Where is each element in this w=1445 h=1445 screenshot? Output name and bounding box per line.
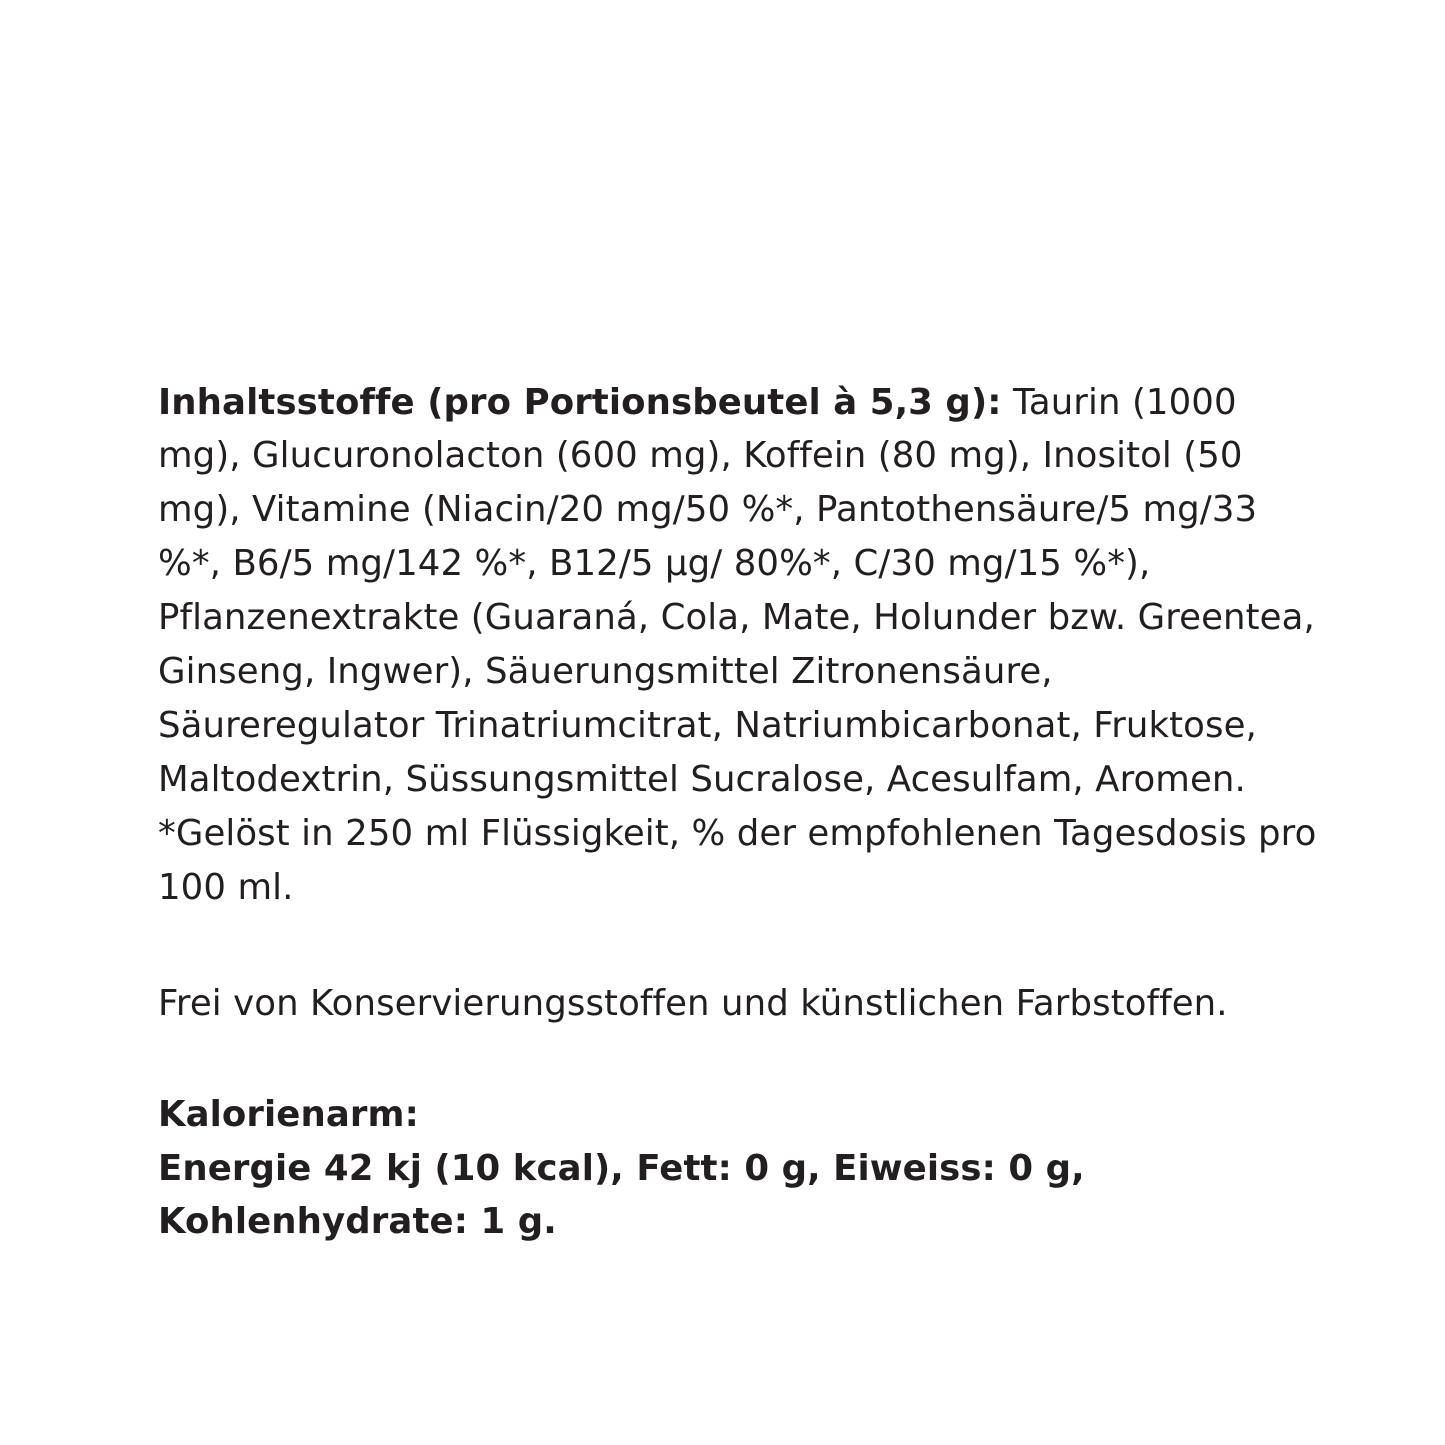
ingredients-lead: Inhaltsstoffe (pro Portionsbeutel à 5,3 g): — [158, 381, 1002, 423]
free-from-statement: Frei von Konservierungsstoffen und künstlichen Farbstoffen. — [158, 983, 1228, 1025]
ingredients-body: Taurin (1000 mg), Glucuronolacton (600 mg), Koffein (80 mg), Inositol (50 mg), Vitamine (Niacin/20 mg/50 %*, Pantothensäure/5 mg/33 %*, B6/5 mg/142 %*, B12/5 µg/ 80%*, C/30 mg/15 %*), Pflanzenextrakte (Guaraná, Cola, Mate, Holunder bzw. Greentea, Ginseng, Ingwer), Säuerungsmittel Zitronensäure, Säureregulator Trinatriumcitrat, Natriumbicarbonat, Fruktose, Maltodextrin, Süssungsmittel Sucralose, Acesulfam, Aromen. *Gelöst in 250 ml Flüssigkeit, % der empfohlenen Tagesdosis pro 100 ml. — [158, 381, 1317, 909]
ingredients-paragraph — [158, 376, 1323, 916]
nutrition-heading: Kalorienarm: — [158, 1094, 419, 1136]
nutrition-block — [158, 1088, 1323, 1248]
label-content — [158, 340, 1323, 1248]
nutrition-values: Energie 42 kj (10 kcal), Fett: 0 g, Eiweiss: 0 g, Kohlenhydrate: 1 g. — [158, 1147, 1085, 1242]
